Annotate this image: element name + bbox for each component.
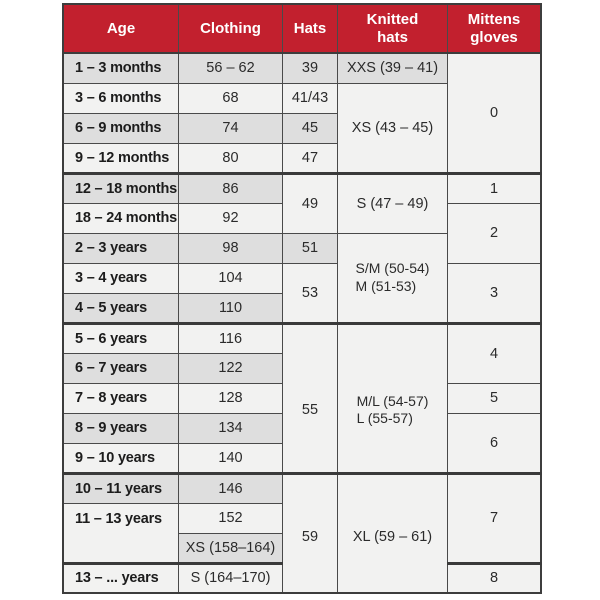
age-cell: 9 – 12 months <box>63 143 179 173</box>
age-cell: 8 – 9 years <box>63 413 179 443</box>
clothing-cell: 68 <box>179 83 283 113</box>
mittens-cell: 7 <box>448 473 542 563</box>
knitted-hats-cell: XS (43 – 45) <box>338 83 448 173</box>
clothing-cell: 152 <box>179 503 283 533</box>
hats-cell: 45 <box>283 113 338 143</box>
age-cell: 1 – 3 months <box>63 53 179 83</box>
mittens-cell: 3 <box>448 263 542 323</box>
hats-cell: 39 <box>283 53 338 83</box>
size-chart-table <box>62 3 542 594</box>
clothing-cell: 122 <box>179 353 283 383</box>
clothing-cell: 80 <box>179 143 283 173</box>
knitted-size-line1: M/L (54-57) <box>356 392 429 409</box>
age-cell: 13 – ... years <box>63 563 179 593</box>
col-header-clothing: Clothing <box>179 4 283 53</box>
clothing-cell: 56 – 62 <box>179 53 283 83</box>
mittens-cell: 8 <box>448 563 542 593</box>
size-chart <box>62 3 542 594</box>
table-row <box>63 263 541 293</box>
hats-cell: 49 <box>283 173 338 233</box>
hats-cell: 53 <box>283 263 338 323</box>
col-header-knitted-hats <box>338 4 448 53</box>
knitted-hats-sizes <box>356 260 430 295</box>
mittens-cell: 5 <box>448 383 542 413</box>
knitted-size-line2: L (55-57) <box>356 410 413 426</box>
header-row <box>63 4 541 53</box>
clothing-cell: 146 <box>179 473 283 503</box>
age-cell: 18 – 24 months <box>63 203 179 233</box>
knitted-size-line1: S/M (50-54) <box>355 260 430 276</box>
clothing-cell: 140 <box>179 443 283 473</box>
table-header <box>63 4 541 53</box>
knitted-hats-cell <box>338 323 448 473</box>
knitted-hats-cell: XXS (39 – 41) <box>338 53 448 83</box>
mittens-cell: 0 <box>448 53 542 173</box>
table-row <box>63 53 541 83</box>
mittens-cell: 6 <box>448 413 542 473</box>
table-row <box>63 173 541 203</box>
clothing-cell: XS (158–164) <box>179 533 283 563</box>
age-cell: 3 – 4 years <box>63 263 179 293</box>
age-cell: 6 – 9 months <box>63 113 179 143</box>
clothing-cell: 134 <box>179 413 283 443</box>
age-cell: 6 – 7 years <box>63 353 179 383</box>
age-cell: 4 – 5 years <box>63 293 179 323</box>
mittens-cell: 4 <box>448 323 542 383</box>
mittens-cell: 2 <box>448 203 542 263</box>
table-row <box>63 473 541 503</box>
clothing-cell: 110 <box>179 293 283 323</box>
age-cell: 9 – 10 years <box>63 443 179 473</box>
age-cell: 11 – 13 years <box>63 503 179 563</box>
knitted-hats-cell <box>338 233 448 323</box>
hats-cell: 59 <box>283 473 338 593</box>
age-cell: 2 – 3 years <box>63 233 179 263</box>
age-cell: 12 – 18 months <box>63 173 179 203</box>
hats-cell: 55 <box>283 323 338 473</box>
clothing-cell: 92 <box>179 203 283 233</box>
knitted-hats-cell: S (47 – 49) <box>338 173 448 233</box>
table-body <box>63 53 541 593</box>
clothing-cell: 128 <box>179 383 283 413</box>
clothing-cell: 74 <box>179 113 283 143</box>
col-header-mittens-gloves <box>448 4 542 53</box>
hats-cell: 47 <box>283 143 338 173</box>
age-cell: 10 – 11 years <box>63 473 179 503</box>
age-cell: 3 – 6 months <box>63 83 179 113</box>
clothing-cell: 98 <box>179 233 283 263</box>
age-cell: 5 – 6 years <box>63 323 179 353</box>
col-header-knitted-hats-label: Knitted hats <box>366 10 419 46</box>
clothing-cell: 104 <box>179 263 283 293</box>
mittens-cell: 1 <box>448 173 542 203</box>
hats-cell: 41/43 <box>283 83 338 113</box>
knitted-hats-sizes <box>357 393 429 428</box>
col-header-hats: Hats <box>283 4 338 53</box>
hats-cell: 51 <box>283 233 338 263</box>
clothing-cell: S (164–170) <box>179 563 283 593</box>
knitted-hats-cell: XL (59 – 61) <box>338 473 448 593</box>
col-header-mittens-gloves-label: Mittens gloves <box>467 10 521 46</box>
age-cell: 7 – 8 years <box>63 383 179 413</box>
knitted-size-line2: M (51-53) <box>355 277 417 294</box>
clothing-cell: 86 <box>179 173 283 203</box>
col-header-age: Age <box>63 4 179 53</box>
clothing-cell: 116 <box>179 323 283 353</box>
table-row <box>63 323 541 353</box>
